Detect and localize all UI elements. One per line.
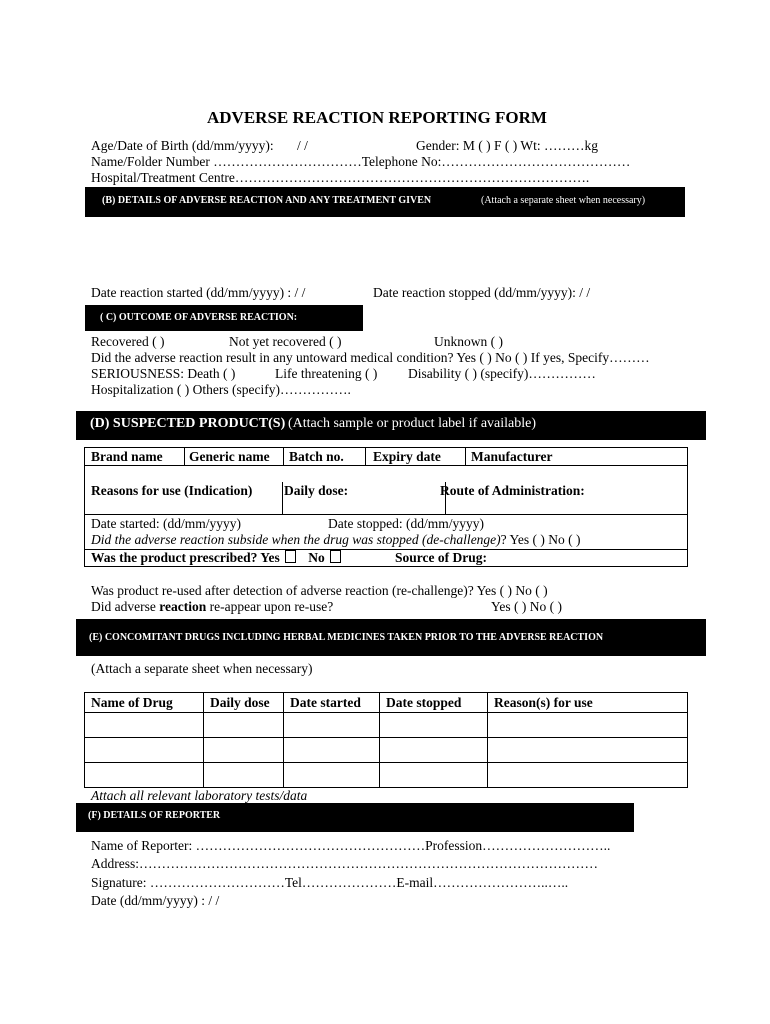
rechallenge-question[interactable]: Was product re-used after detection of adverse reaction (re-challenge)? Yes ( ) No ( ) <box>91 583 548 598</box>
dechallenge-question[interactable] <box>91 532 581 548</box>
reasons-for-use-field[interactable]: Reasons for use (Indication) <box>91 483 253 498</box>
section-f-title: (F) DETAILS OF REPORTER <box>88 810 221 821</box>
section-b-header <box>85 187 685 217</box>
reappear-answers[interactable]: Yes ( ) No ( ) <box>491 599 563 614</box>
header-daily-dose: Daily dose <box>210 695 270 710</box>
gender-weight-field[interactable]: Gender: M ( ) F ( ) Wt: ………kg <box>416 138 598 153</box>
reporter-name-profession-field[interactable]: Name of Reporter: ……………………………………………Profession……………………….. <box>91 838 611 853</box>
concomitant-drugs-table <box>84 692 688 788</box>
header-reasons-for-use: Reason(s) for use <box>494 695 593 710</box>
header-date-started: Date started <box>290 695 361 710</box>
section-e-header <box>76 619 706 656</box>
reappear-text-2: re-appear upon re-use? <box>206 599 334 614</box>
untoward-condition-question[interactable]: Did the adverse reaction result in any untoward medical condition? Yes ( ) No ( ) If yes, Specify……… <box>91 350 650 365</box>
hospital-field[interactable]: Hospital/Treatment Centre……………………………………………………………………. <box>91 170 590 185</box>
prescribed-label: Was the product prescribed? Yes <box>91 550 280 565</box>
page-title: ADVERSE REACTION REPORTING FORM <box>207 108 547 127</box>
section-c-title: ( C) OUTCOME OF ADVERSE REACTION: <box>100 312 298 323</box>
reaction-stop-date-field[interactable]: Date reaction stopped (dd/mm/yyyy): / / <box>373 285 591 300</box>
reappear-question <box>91 599 333 615</box>
header-brand-name: Brand name <box>91 449 163 464</box>
hospitalization-others[interactable]: Hospitalization ( ) Others (specify)……………. <box>91 382 351 397</box>
drug-row-3-name[interactable] <box>85 763 203 787</box>
section-e-title: (E) CONCOMITANT DRUGS INCLUDING HERBAL MEDICINES TAKEN PRIOR TO THE ADVERSE REACTION <box>89 632 604 643</box>
name-telephone-field[interactable]: Name/Folder Number ……………………………Telephone No:…………………………………… <box>91 154 631 169</box>
product-date-stopped-field[interactable]: Date stopped: (dd/mm/yyyy) <box>328 516 484 531</box>
reappear-text-1: Did adverse <box>91 599 160 614</box>
header-date-stopped: Date stopped <box>386 695 462 710</box>
age-dob-field[interactable]: Age/Date of Birth (dd/mm/yyyy): <box>91 138 274 153</box>
section-e-attach-note: (Attach a separate sheet when necessary) <box>91 661 313 676</box>
section-d-note: (Attach sample or product label if available) <box>288 416 537 431</box>
header-batch-no: Batch no. <box>289 449 344 464</box>
header-manufacturer: Manufacturer <box>471 449 553 464</box>
drug-row-2-name[interactable] <box>85 738 203 762</box>
dechallenge-answers: ? Yes ( ) No ( ) <box>500 532 581 547</box>
prescribed-no-checkbox[interactable] <box>330 550 341 563</box>
reporter-address-field[interactable]: Address:………………………………………………………………………………………… <box>91 856 598 871</box>
section-f-header <box>76 803 634 832</box>
prescribed-yes-checkbox[interactable] <box>285 550 296 563</box>
reappear-text-bold: reaction <box>159 599 207 614</box>
header-expiry-date: Expiry date <box>373 449 441 464</box>
age-dob-slashes: / / <box>297 138 308 153</box>
header-name-of-drug: Name of Drug <box>91 695 173 710</box>
section-d-title: (D) SUSPECTED PRODUCT(S) <box>90 416 286 431</box>
outcome-not-recovered[interactable]: Not yet recovered ( ) <box>229 334 342 349</box>
route-of-administration-field[interactable]: Route of Administration: <box>440 483 585 498</box>
seriousness-disability[interactable]: Disability ( ) (specify)…………… <box>408 366 596 381</box>
section-b-title: (B) DETAILS OF ADVERSE REACTION AND ANY TREATMENT GIVEN <box>102 195 432 206</box>
outcome-recovered[interactable]: Recovered ( ) <box>91 334 165 349</box>
reporter-signature-contact-field[interactable]: Signature: …………………………Tel…………………E-mail……………………..….. <box>91 875 569 890</box>
dechallenge-question-text: Did the adverse reaction subside when the drug was stopped (de-challenge) <box>91 532 501 547</box>
section-d-header <box>76 411 706 440</box>
suspected-product-table <box>84 447 688 567</box>
reporter-date-field[interactable]: Date (dd/mm/yyyy) : / / <box>91 893 220 908</box>
prescribed-question <box>91 550 343 566</box>
source-of-drug-field[interactable]: Source of Drug: <box>395 550 487 565</box>
header-generic-name: Generic name <box>189 449 270 464</box>
section-b-note: (Attach a separate sheet when necessary) <box>481 195 646 206</box>
product-date-started-field[interactable]: Date started: (dd/mm/yyyy) <box>91 516 241 531</box>
section-c-header <box>85 305 363 331</box>
drug-row-1-name[interactable] <box>85 713 203 737</box>
seriousness-death[interactable]: SERIOUSNESS: Death ( ) <box>91 366 236 381</box>
seriousness-life-threatening[interactable]: Life threatening ( ) <box>275 366 378 381</box>
prescribed-no-label: No <box>308 550 325 565</box>
outcome-unknown[interactable]: Unknown ( ) <box>434 334 503 349</box>
lab-tests-note: Attach all relevant laboratory tests/data <box>91 788 308 803</box>
daily-dose-field[interactable]: Daily dose: <box>284 483 349 498</box>
reaction-start-date-field[interactable]: Date reaction started (dd/mm/yyyy) : / / <box>91 285 306 300</box>
